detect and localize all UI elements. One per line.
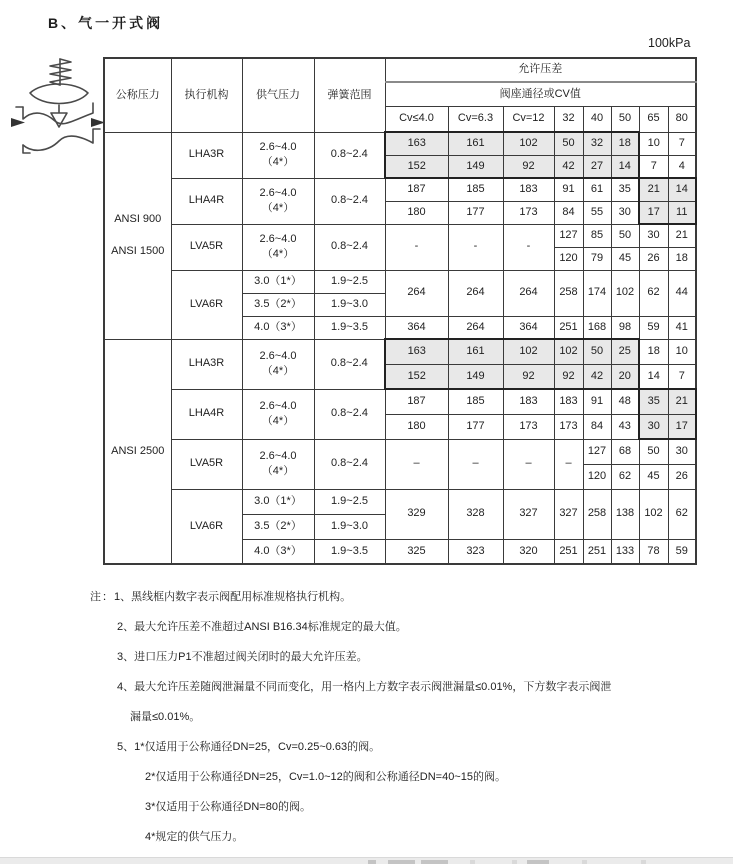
dp-cell: 48 — [611, 389, 639, 414]
dp-cell: 7 — [668, 132, 696, 155]
dp-cell: 79 — [583, 247, 611, 270]
dp-cell-dash: – — [503, 439, 554, 489]
note-label: 注： — [90, 591, 114, 603]
dp-cell: 138 — [611, 489, 639, 539]
dp-cell: 50 — [611, 224, 639, 247]
supply-pressure-cell: 3.0（1*） — [242, 489, 314, 514]
dp-cell: 18 — [668, 247, 696, 270]
actuator-cell: LHA3R — [171, 339, 242, 389]
dp-cell: 320 — [503, 539, 554, 564]
dp-cell: 187 — [385, 178, 448, 201]
header-cv-col: Cv≤4.0 — [385, 106, 448, 132]
dp-cell: 364 — [385, 316, 448, 339]
supply-pressure-cell: 3.5（2*） — [242, 293, 314, 316]
dp-cell: 45 — [639, 464, 668, 489]
spring-range-cell: 1.9~3.0 — [314, 514, 385, 539]
dp-cell: 149 — [448, 155, 503, 178]
spring-range-cell: 0.8~2.4 — [314, 339, 385, 389]
dp-cell: 62 — [639, 270, 668, 316]
header-spring-range: 弹簧范围 — [314, 58, 385, 132]
dp-cell: 177 — [448, 414, 503, 439]
header-cv-col: 32 — [554, 106, 583, 132]
dp-cell: 21 — [639, 178, 668, 201]
partial-cell — [582, 860, 587, 864]
dp-cell: 102 — [503, 339, 554, 364]
dp-cell: 133 — [611, 539, 639, 564]
dp-cell: 163 — [385, 339, 448, 364]
unit-label: 100kPa — [648, 36, 691, 50]
dp-cell: 26 — [639, 247, 668, 270]
dp-cell: 14 — [611, 155, 639, 178]
dp-cell: 327 — [554, 489, 583, 539]
spring-range-cell: 1.9~3.5 — [314, 539, 385, 564]
partial-cell — [512, 860, 517, 864]
dp-cell: 17 — [639, 201, 668, 224]
actuator-cell: LVA5R — [171, 224, 242, 270]
page-title: B、气一开式阀 — [48, 15, 164, 31]
header-actuator: 执行机构 — [171, 58, 242, 132]
note-line: 注：1、黑线框内数字表示阀配用标准规格执行机构。 — [90, 591, 352, 603]
dp-cell: 258 — [583, 489, 611, 539]
pressure-class-line: ANSI 2500 — [111, 444, 165, 457]
note-line: 4*规定的供气压力。 — [145, 831, 244, 843]
dp-cell: 180 — [385, 201, 448, 224]
actuator-cell: LHA4R — [171, 178, 242, 224]
dp-cell: 102 — [611, 270, 639, 316]
supply-pressure-cell: 2.6~4.0 （4*） — [242, 389, 314, 439]
dp-cell: 92 — [503, 364, 554, 389]
dp-cell: 11 — [668, 201, 696, 224]
header-cv-col: 40 — [583, 106, 611, 132]
dp-cell: 59 — [639, 316, 668, 339]
partial-cell — [470, 860, 475, 864]
dp-cell: 173 — [503, 201, 554, 224]
dp-cell: 364 — [503, 316, 554, 339]
dp-cell: 35 — [611, 178, 639, 201]
pressure-class-cell — [104, 132, 171, 339]
spring-range-cell: 0.8~2.4 — [314, 224, 385, 270]
dp-cell: 85 — [583, 224, 611, 247]
dp-cell: 152 — [385, 155, 448, 178]
partial-cell — [388, 860, 415, 864]
dp-cell: 14 — [668, 178, 696, 201]
dp-cell: 10 — [668, 339, 696, 364]
dp-cell: 41 — [668, 316, 696, 339]
dp-cell: 30 — [639, 224, 668, 247]
dp-cell: 62 — [611, 464, 639, 489]
header-allowable-dp: 允许压差 — [385, 58, 696, 82]
header-supply-pressure: 供气压力 — [242, 58, 314, 132]
dp-cell: 327 — [503, 489, 554, 539]
dp-cell: 183 — [554, 389, 583, 414]
dp-cell: 30 — [668, 439, 696, 464]
partial-cell — [368, 860, 376, 864]
dp-cell: 18 — [611, 132, 639, 155]
dp-cell: 98 — [611, 316, 639, 339]
dp-cell: 10 — [639, 132, 668, 155]
dp-cell: 84 — [583, 414, 611, 439]
spring-range-cell: 0.8~2.4 — [314, 178, 385, 224]
supply-pressure-cell: 3.0（1*） — [242, 270, 314, 293]
dp-cell-dash: - — [503, 224, 554, 270]
dp-cell: 21 — [668, 224, 696, 247]
dp-cell: 27 — [583, 155, 611, 178]
dp-cell: 183 — [503, 178, 554, 201]
dp-cell: 325 — [385, 539, 448, 564]
header-cv-col: 80 — [668, 106, 696, 132]
notes-block — [90, 582, 720, 852]
dp-cell: 174 — [583, 270, 611, 316]
dp-cell: 328 — [448, 489, 503, 539]
dp-cell: 61 — [583, 178, 611, 201]
header-cv-col: 50 — [611, 106, 639, 132]
dp-cell: 44 — [668, 270, 696, 316]
pressure-class-line: ANSI 1500 — [111, 245, 165, 257]
supply-pressure-cell: 3.5（2*） — [242, 514, 314, 539]
supply-pressure-cell: 2.6~4.0 （4*） — [242, 439, 314, 489]
dp-cell: 323 — [448, 539, 503, 564]
dp-cell: 17 — [668, 414, 696, 439]
dp-cell: 92 — [503, 155, 554, 178]
note-line: 3、进口压力P1不准超过阀关闭时的最大允许压差。 — [117, 651, 368, 663]
dp-cell: 50 — [583, 339, 611, 364]
dp-cell: 14 — [639, 364, 668, 389]
supply-pressure-cell: 2.6~4.0 （4*） — [242, 132, 314, 178]
dp-cell: 62 — [668, 489, 696, 539]
dp-cell: 42 — [554, 155, 583, 178]
spring-range-cell: 1.9~3.5 — [314, 316, 385, 339]
spring-range-cell: 1.9~2.5 — [314, 270, 385, 293]
header-cv-col: 65 — [639, 106, 668, 132]
partial-cell — [527, 860, 549, 864]
dp-cell: 45 — [611, 247, 639, 270]
supply-pressure-cell: 4.0（3*） — [242, 539, 314, 564]
dp-cell: 161 — [448, 339, 503, 364]
pressure-class-line: ANSI 900 — [114, 213, 162, 225]
dp-cell: 258 — [554, 270, 583, 316]
dp-cell: 173 — [503, 414, 554, 439]
note-line: 2、最大允许压差不准超过ANSI B16.34标准规定的最大值。 — [117, 621, 407, 633]
dp-cell: 78 — [639, 539, 668, 564]
supply-pressure-cell: 2.6~4.0 （4*） — [242, 178, 314, 224]
note-line: 4、最大允许压差随阀泄漏量不同而变化，用一格内上方数字表示阀泄漏量≤0.01%，下方数字表示阀泄 — [117, 681, 612, 693]
header-seat-or-cv: 阀座通径或CV值 — [385, 82, 696, 106]
actuator-cell: LVA6R — [171, 489, 242, 564]
dp-cell: 92 — [554, 364, 583, 389]
header-cv-col: Cv=12 — [503, 106, 554, 132]
dp-cell: 120 — [583, 464, 611, 489]
note-line: 5、1*仅适用于公称通径DN=25，Cv=0.25~0.63的阀。 — [117, 741, 381, 753]
valve-symbol-icon — [8, 57, 108, 165]
dp-cell: 149 — [448, 364, 503, 389]
dp-cell: 18 — [639, 339, 668, 364]
dp-cell: 55 — [583, 201, 611, 224]
spring-range-cell: 0.8~2.4 — [314, 439, 385, 489]
dp-cell-dash: - — [448, 224, 503, 270]
dp-cell-dash: - — [385, 224, 448, 270]
dp-cell: 173 — [554, 414, 583, 439]
actuator-cell: LHA4R — [171, 389, 242, 439]
dp-cell: 26 — [668, 464, 696, 489]
dp-cell-dash: – — [554, 439, 583, 489]
dp-cell: 185 — [448, 178, 503, 201]
note-line: 漏量≤0.01%。 — [130, 711, 201, 723]
dp-cell: 120 — [554, 247, 583, 270]
dp-cell: 187 — [385, 389, 448, 414]
dp-cell: 163 — [385, 132, 448, 155]
dp-cell: 127 — [554, 224, 583, 247]
dp-cell: 84 — [554, 201, 583, 224]
dp-cell-dash: – — [448, 439, 503, 489]
note-line: 2*仅适用于公称通径DN=25，Cv=1.0~12的阀和公称通径DN=40~15的阀。 — [145, 771, 506, 783]
dp-cell: 7 — [668, 364, 696, 389]
dp-cell: 91 — [554, 178, 583, 201]
dp-cell: 180 — [385, 414, 448, 439]
dp-cell: 59 — [668, 539, 696, 564]
spring-range-cell: 1.9~3.0 — [314, 293, 385, 316]
note-line: 3*仅适用于公称通径DN=80的阀。 — [145, 801, 311, 813]
dp-cell: 30 — [611, 201, 639, 224]
actuator-cell: LVA5R — [171, 439, 242, 489]
dp-cell: 21 — [668, 389, 696, 414]
dp-cell: 152 — [385, 364, 448, 389]
dp-cell: 25 — [611, 339, 639, 364]
dp-cell: 264 — [385, 270, 448, 316]
page-bottom-partial-row — [0, 857, 733, 864]
dp-cell: 50 — [554, 132, 583, 155]
spring-range-cell: 0.8~2.4 — [314, 389, 385, 439]
dp-cell: 251 — [554, 316, 583, 339]
dp-cell: 42 — [583, 364, 611, 389]
dp-cell: 168 — [583, 316, 611, 339]
supply-pressure-cell: 4.0（3*） — [242, 316, 314, 339]
dp-cell: 30 — [639, 414, 668, 439]
dp-cell: 183 — [503, 389, 554, 414]
partial-cell — [421, 860, 448, 864]
supply-pressure-cell: 2.6~4.0 （4*） — [242, 224, 314, 270]
spring-range-cell: 0.8~2.4 — [314, 132, 385, 178]
dp-cell: 20 — [611, 364, 639, 389]
spring-range-cell: 1.9~2.5 — [314, 489, 385, 514]
header-nominal-pressure: 公称压力 — [104, 58, 171, 132]
supply-pressure-cell: 2.6~4.0 （4*） — [242, 339, 314, 389]
dp-cell: 161 — [448, 132, 503, 155]
dp-cell: 251 — [583, 539, 611, 564]
dp-cell: 91 — [583, 389, 611, 414]
dp-cell: 185 — [448, 389, 503, 414]
header-cv-col: Cv=6.3 — [448, 106, 503, 132]
spec-table — [103, 57, 697, 565]
dp-cell: 68 — [611, 439, 639, 464]
dp-cell: 7 — [639, 155, 668, 178]
pressure-class-cell — [104, 339, 171, 564]
dp-cell: 102 — [639, 489, 668, 539]
dp-cell: 329 — [385, 489, 448, 539]
dp-cell: 264 — [448, 270, 503, 316]
dp-cell: 50 — [639, 439, 668, 464]
dp-cell-dash: – — [385, 439, 448, 489]
dp-cell: 102 — [554, 339, 583, 364]
actuator-cell: LVA6R — [171, 270, 242, 339]
dp-cell: 35 — [639, 389, 668, 414]
dp-cell: 4 — [668, 155, 696, 178]
dp-cell: 264 — [503, 270, 554, 316]
actuator-cell: LHA3R — [171, 132, 242, 178]
dp-cell: 43 — [611, 414, 639, 439]
partial-cell — [641, 860, 646, 864]
dp-cell: 32 — [583, 132, 611, 155]
dp-cell: 264 — [448, 316, 503, 339]
dp-cell: 177 — [448, 201, 503, 224]
dp-cell: 251 — [554, 539, 583, 564]
dp-cell: 127 — [583, 439, 611, 464]
dp-cell: 102 — [503, 132, 554, 155]
